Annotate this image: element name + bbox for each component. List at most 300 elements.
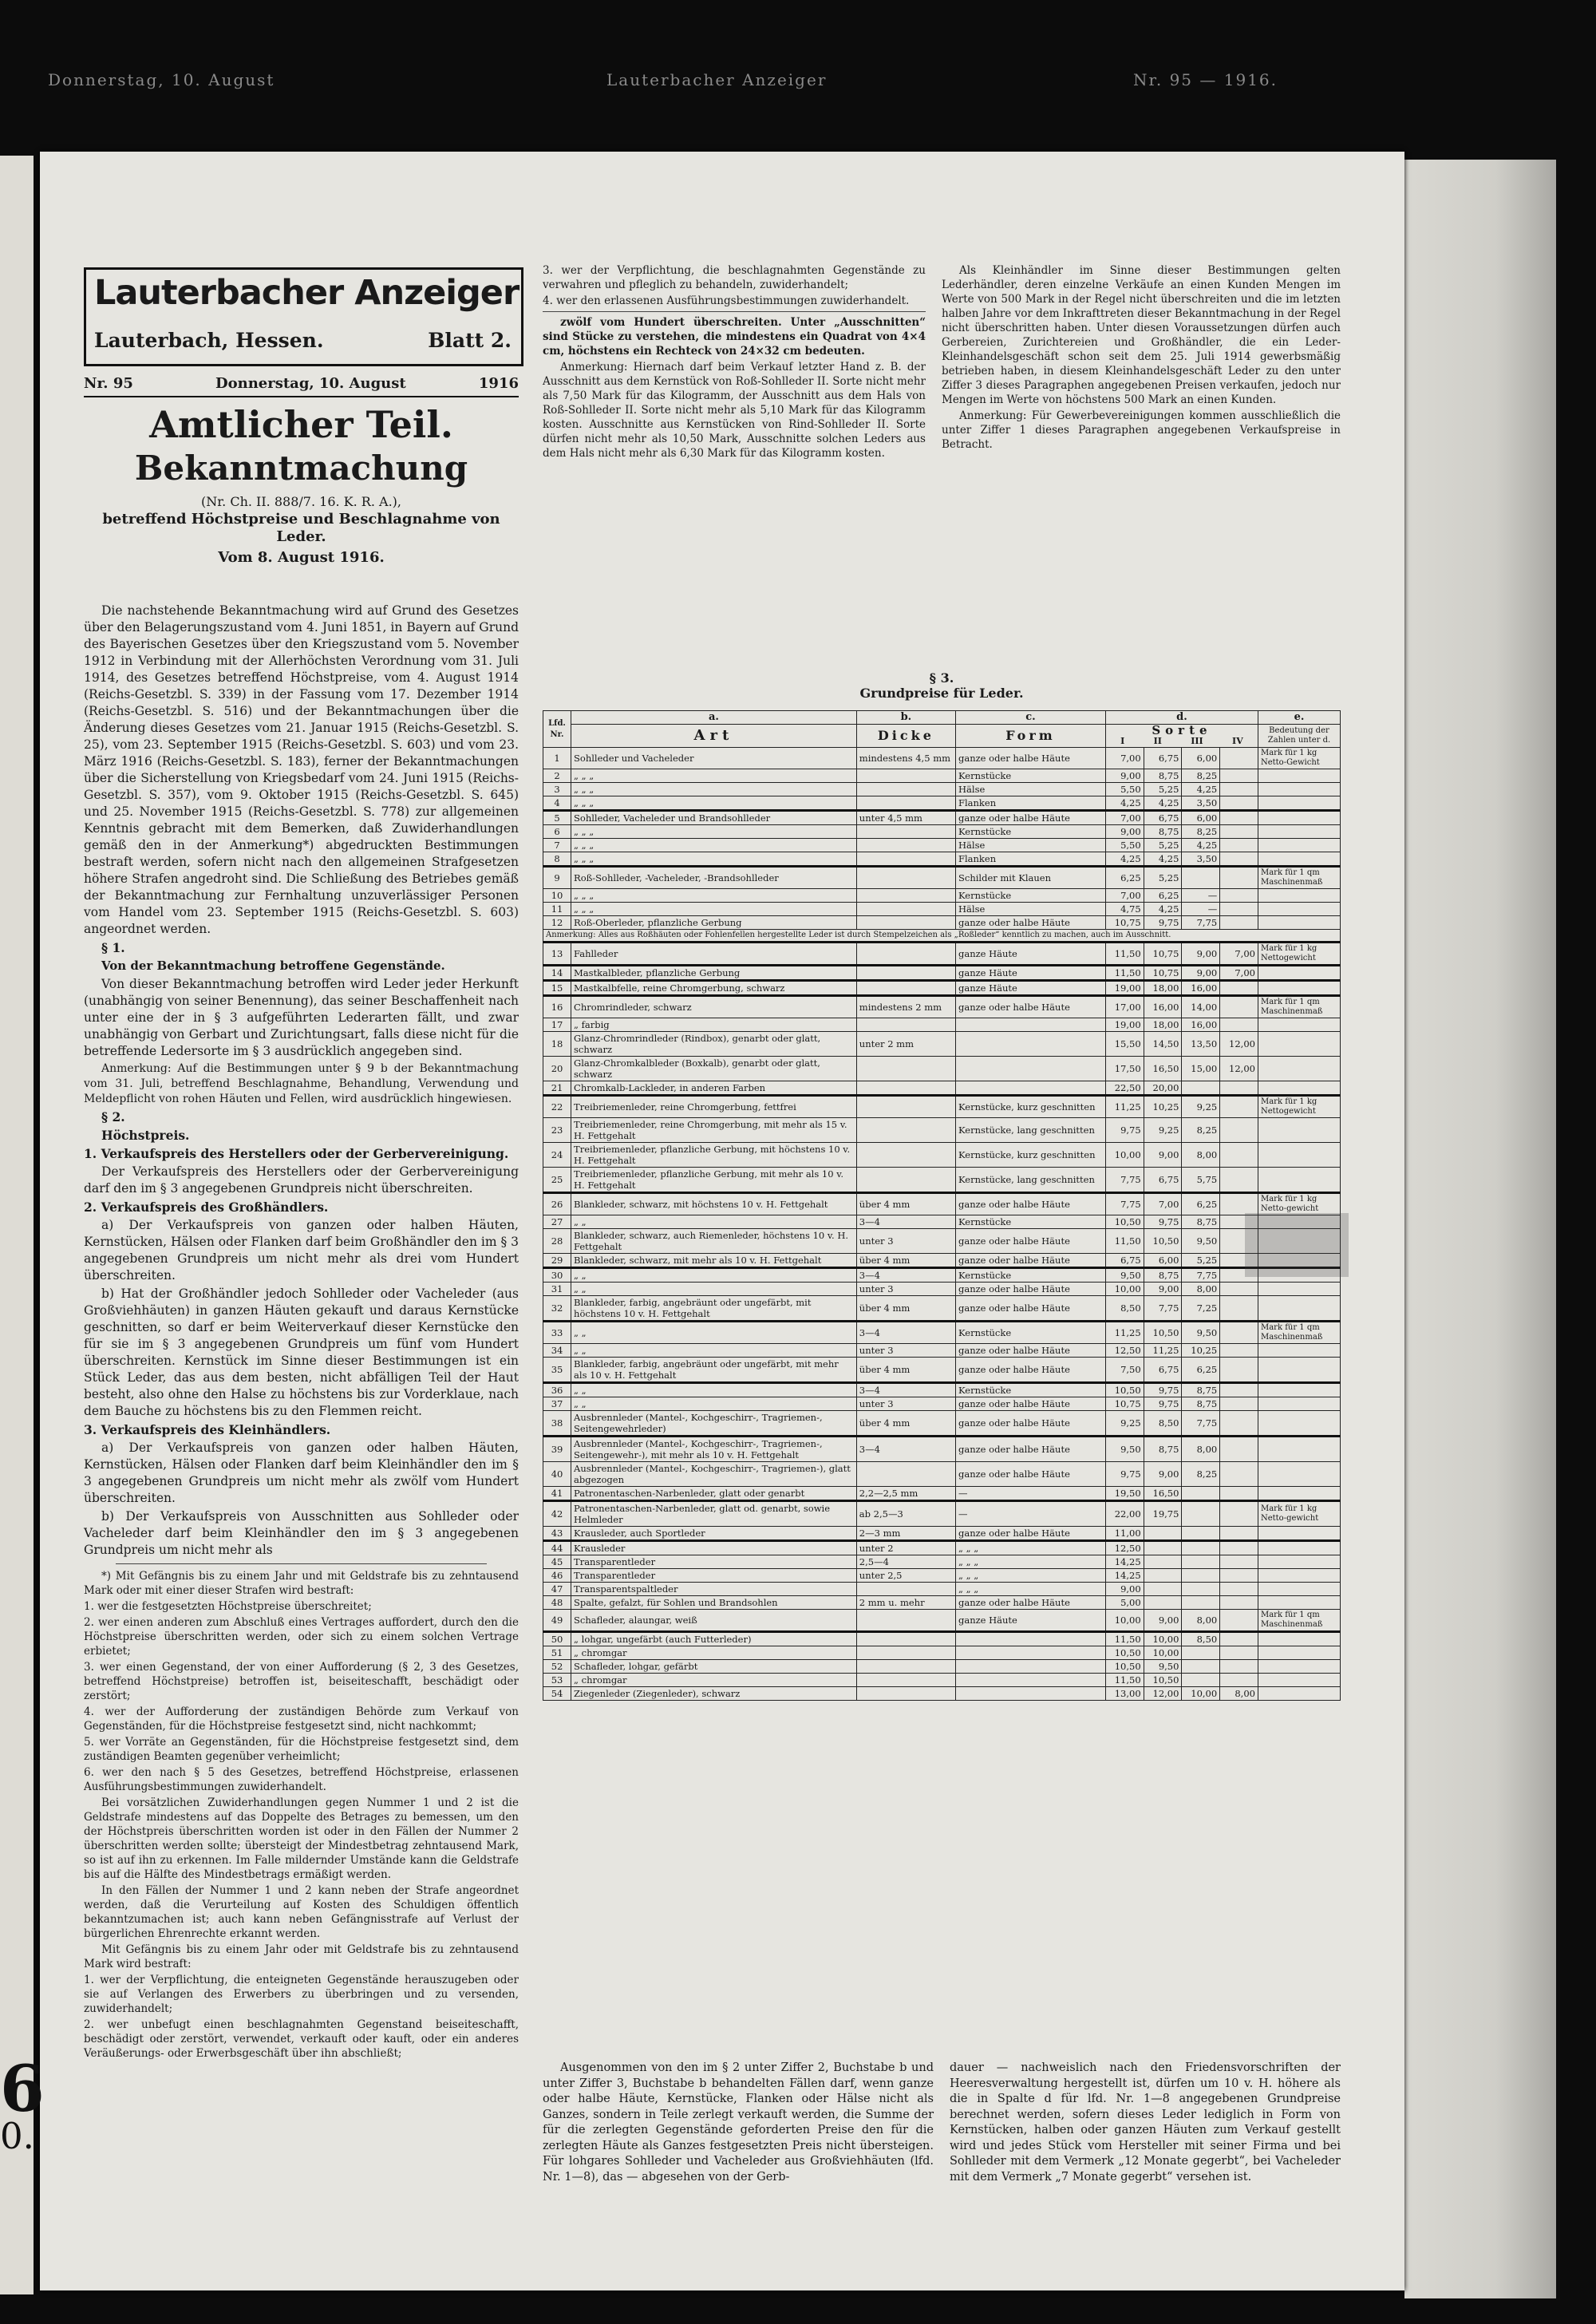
row-meaning: Mark für 1 kg Netto-Gewicht [1258,748,1340,769]
row-art: Treibriemenleder, reine Chromgerbung, fettfrei [571,1096,857,1118]
row-form: ganze oder halbe Häute [956,1344,1106,1358]
row-form: Kernstücke [956,889,1106,903]
table-row [543,1583,1341,1596]
row-price: 9,25 [1105,1411,1144,1437]
row-number: 48 [543,1596,571,1610]
row-price: 14,50 [1144,1032,1182,1057]
row-price [1220,1501,1258,1527]
row-price: 5,50 [1105,839,1144,852]
row-art: Ausbrennleder (Mantel-, Kochgeschirr-, Tragriemen-), glatt abgezogen [571,1462,857,1487]
row-price: 6,75 [1144,811,1182,825]
row-dicke [856,1660,955,1674]
row-meaning [1258,796,1340,811]
row-price: 16,00 [1182,981,1220,996]
row-price: 6,00 [1182,748,1220,769]
row-dicke: unter 3 [856,1283,955,1296]
row-number: 40 [543,1462,571,1487]
row-meaning [1258,1344,1340,1358]
row-art: Transparentleder [571,1569,857,1583]
col-dicke-header: Dicke [856,725,955,748]
section-1-heading: Von der Bekanntmachung betroffene Gegenstände. [101,958,445,973]
row-dicke [856,839,955,852]
issue-date: Donnerstag, 10. August [215,375,406,392]
row-price: 14,25 [1105,1569,1144,1583]
row-price [1220,1462,1258,1487]
col-letter-e: e. [1258,711,1340,725]
table-row [543,1358,1341,1383]
footnote [84,1569,519,2061]
row-price: 9,75 [1144,1397,1182,1411]
row-art: „ „ „ [571,852,857,867]
col-form-header: Form [956,725,1106,748]
table-row [543,748,1341,769]
row-price: 7,75 [1144,1296,1182,1322]
table-row [543,966,1341,981]
row-meaning [1258,769,1340,783]
newspaper-page [40,152,1404,2290]
row-art: Krausleder, auch Sportleder [571,1527,857,1541]
row-dicke [856,1632,955,1646]
row-form [956,1632,1106,1646]
row-form: ganze oder halbe Häute [956,1193,1106,1215]
table-row [543,1032,1341,1057]
row-form [956,1687,1106,1701]
sorte-label: Sorte [1152,723,1212,737]
row-dicke: unter 3 [856,1229,955,1254]
row-price [1220,839,1258,852]
row-dicke [856,796,955,811]
masthead-sheet: Blatt 2. [428,329,512,352]
table-row [543,1057,1341,1081]
row-meaning [1258,1296,1340,1322]
row-art: Glanz-Chromkalbleder (Boxkalb), genarbt oder glatt, schwarz [571,1057,857,1081]
row-price [1182,1487,1220,1501]
bottom-middle-text [543,2061,934,2187]
table-row [543,1018,1341,1032]
row-art: „ „ „ [571,825,857,839]
row-number: 53 [543,1674,571,1687]
row-art: Mastkalbleder, pflanzliche Gerbung [571,966,857,981]
row-price [1220,1081,1258,1096]
row-number: 7 [543,839,571,852]
row-dicke [856,1583,955,1596]
issue-number: Nr. 95 [84,375,133,392]
table-title: Grundpreise für Leder. [859,686,1024,701]
row-price: 7,00 [1220,943,1258,966]
table-row [543,1411,1341,1437]
table-note: Anmerkung: Alles aus Roßhäuten oder Fohlenfellen hergestellte Leder ist durch Stempelzeichen als „Roßleder“ kenntlich zu machen, auch im Ausschnitt. [543,930,1341,943]
row-number: 6 [543,825,571,839]
row-art: Schafleder, lohgar, gefärbt [571,1660,857,1674]
row-number: 3 [543,783,571,796]
table-row [543,783,1341,796]
row-price [1182,1527,1220,1541]
running-header-center: Lauterbacher Anzeiger [606,70,828,89]
row-price [1220,889,1258,903]
row-art: Spalte, gefalzt, für Sohlen und Brandsohlen [571,1596,857,1610]
row-price: 5,50 [1105,783,1144,796]
row-price [1220,1646,1258,1660]
row-form [956,1660,1106,1674]
row-price: 9,00 [1182,943,1220,966]
row-meaning: Mark für 1 kg Netto-gewicht [1258,1193,1340,1215]
row-price [1220,1596,1258,1610]
row-form: Kernstücke [956,769,1106,783]
row-dicke [856,1646,955,1660]
row-price [1182,1541,1220,1555]
bottom-right-text [950,2061,1341,2187]
table-row [543,1437,1341,1462]
row-meaning [1258,1032,1340,1057]
row-price: 6,25 [1105,867,1144,889]
row-form: Kernstücke, lang geschnitten [956,1168,1106,1193]
row-form: ganze Häute [956,981,1106,996]
row-number: 44 [543,1541,571,1555]
row-price: 7,00 [1220,966,1258,981]
row-price: 12,50 [1105,1344,1144,1358]
row-price: 4,25 [1182,839,1220,852]
row-price [1220,1397,1258,1411]
row-price: 6,75 [1144,1358,1182,1383]
footnote-item: 3. wer der Verpflichtung, die beschlagnahmten Gegenstände zu verwahren und pfleglich zu behandeln, zuwiderhandelt; [543,264,926,291]
row-form: „ „ „ [956,1569,1106,1583]
col-letter-b: b. [856,711,955,725]
row-form: Kernstücke [956,1268,1106,1283]
row-form: ganze oder halbe Häute [956,811,1106,825]
row-price: 10,00 [1105,1143,1144,1168]
table-row [543,1229,1341,1254]
row-price: 8,25 [1182,1462,1220,1487]
row-price: 10,50 [1144,1322,1182,1344]
row-price [1220,1344,1258,1358]
masthead-place: Lauterbach, Hessen. [94,329,324,352]
row-price: 3,50 [1182,796,1220,811]
row-price: 5,25 [1144,783,1182,796]
row-price: 19,75 [1144,1501,1182,1527]
row-price: 18,00 [1144,1018,1182,1032]
table-row [543,996,1341,1018]
row-price [1144,1555,1182,1569]
row-form: „ „ „ [956,1583,1106,1596]
row-price [1220,1569,1258,1583]
row-art: Roß-Oberleder, pflanzliche Gerbung [571,916,857,930]
row-number: 24 [543,1143,571,1168]
row-dicke [856,825,955,839]
row-meaning [1258,1081,1340,1096]
row-dicke: mindestens 4,5 mm [856,748,955,769]
row-dicke [856,1168,955,1193]
row-art: „ „ [571,1283,857,1296]
announcement-subtitle [84,493,519,567]
row-price: 9,25 [1182,1096,1220,1118]
row-number: 5 [543,811,571,825]
row-price [1182,867,1220,889]
row-price: 8,75 [1182,1383,1220,1397]
row-dicke: über 4 mm [856,1411,955,1437]
row-meaning [1258,783,1340,796]
table-row [543,889,1341,903]
row-price: 7,00 [1105,748,1144,769]
row-price [1182,1569,1220,1583]
row-price: 8,50 [1105,1296,1144,1322]
row-price: 3,50 [1182,852,1220,867]
table-row [543,1674,1341,1687]
row-price: — [1182,889,1220,903]
row-price: 9,00 [1144,1610,1182,1632]
row-meaning [1258,1437,1340,1462]
sorte-grade: I [1120,736,1125,746]
row-dicke: 2 mm u. mehr [856,1596,955,1610]
table-row [543,1283,1341,1296]
right-page-stack [1404,160,1556,2298]
row-price: 9,75 [1144,1383,1182,1397]
row-price: 10,25 [1182,1344,1220,1358]
row-form: ganze Häute [956,1610,1106,1632]
table-row [543,1632,1341,1646]
footnote-paragraph: Bei vorsätzlichen Zuwiderhandlungen gegen Nummer 1 und 2 ist die Geldstrafe mindestens auf das Doppelte des Betrages zu bemessen, um den der Höchstpreis überschritten worden ist oder in den Fällen der Nummer 2 überschritten werden sollte; übersteigt der Mindestbetrag zehntausend Mark, so ist auf ihn zu erkennen. Im Falle mildernder Umstände kann die Geldstrafe bis auf die Hälfte des Mindestbetrags ermäßigt werden. [84,1796,519,1881]
s2-point-3b: b) Der Verkaufspreis von Ausschnitten aus Sohlleder oder Vacheleder darf beim Kleinhändler den im § 3 angegebenen Grundpreis um nicht mehr als [84,1509,519,1557]
row-form: Kernstücke, lang geschnitten [956,1118,1106,1143]
row-dicke [856,903,955,916]
row-price: 8,00 [1220,1687,1258,1701]
row-price: 19,50 [1105,1487,1144,1501]
row-price: 5,00 [1105,1596,1144,1610]
row-art: Sohlleder und Vacheleder [571,748,857,769]
row-meaning [1258,825,1340,839]
row-art: „ „ „ [571,769,857,783]
row-price [1220,903,1258,916]
bottom-middle-paragraph: Ausgenommen von den im § 2 unter Ziffer 2, Buchstabe b und unter Ziffer 3, Buchstabe b behandelten Fällen darf, wenn ganze oder halbe Häute, Kernstücke, Flanken oder Hälse nicht als Ganzes, sondern in Teile zerlegt verkauft werden, die Summe der für die zerlegten Gegenstände geforderten Preise den für die zerlegten Häute als Ganzes festgesetzten Preis nicht übersteigen. Für lohgares Sohlleder und Vacheleder aus Großviehhäuten (lfd. Nr. 1—8), das — abgesehen von der Gerb- [543,2061,934,2184]
row-number: 18 [543,1032,571,1057]
row-dicke [856,783,955,796]
row-price [1220,1143,1258,1168]
row-price [1220,1610,1258,1632]
row-price [1220,1437,1258,1462]
table-row [543,825,1341,839]
row-price: 7,75 [1182,916,1220,930]
row-price [1144,1541,1182,1555]
row-meaning [1258,1674,1340,1687]
col-meaning-header: Bedeutung der Zahlen unter d. [1258,725,1340,748]
footnote-intro: *) Mit Gefängnis bis zu einem Jahr und mit Geldstrafe bis zu zehntausend Mark oder mit einer dieser Strafen wird bestraft: [84,1570,519,1597]
row-price: 4,25 [1144,903,1182,916]
col-sorte-header [1105,725,1258,748]
section-1-number: § 1. [101,940,125,955]
row-number: 8 [543,852,571,867]
row-price [1220,1296,1258,1322]
row-price: 14,00 [1182,996,1220,1018]
row-art: Chromkalb-Lackleder, in anderen Farben [571,1081,857,1096]
row-meaning [1258,903,1340,916]
margin-digit: 6 [0,2051,45,2126]
row-price: 8,00 [1182,1437,1220,1462]
row-number: 36 [543,1383,571,1397]
row-form: ganze oder halbe Häute [956,1397,1106,1411]
right-top-column [942,263,1341,453]
row-price [1220,1632,1258,1646]
row-form [956,1018,1106,1032]
row-art: „ „ „ [571,796,857,811]
row-price [1182,1674,1220,1687]
bottom-right-paragraph: dauer — nachweislich nach den Friedensvorschriften der Heeresverwaltung hergestellt ist, dürfen um 10 v. H. höhere als die in Spalte d für lfd. Nr. 1—8 angegebenen Grundpreise berechnet werden, sofern dieses Leder lediglich in Form von Kernstücken, halben oder ganzen Häuten zum Verkauf gestellt wird und jedes Stück vom Hersteller mit seiner Firma und bei Sohlleder mit dem Vermerk „12 Monate gegerbt“, bei Vacheleder mit dem Vermerk „7 Monate gegerbt“ versehen ist. [950,2061,1341,2184]
row-price: 10,50 [1105,1660,1144,1674]
table-row [543,1118,1341,1143]
row-price: 4,25 [1182,783,1220,796]
announcement-ref: (Nr. Ch. II. 888/7. 16. K. R. A.), [201,494,401,509]
row-price: 19,00 [1105,981,1144,996]
row-price: 9,50 [1182,1229,1220,1254]
row-price: 9,25 [1144,1118,1182,1143]
row-price [1220,1411,1258,1437]
section-1-text: Von dieser Bekanntmachung betroffen wird Leder jeder Herkunft (unabhängig von seiner Benennung), das seiner Beschaffenheit nach unter eine der in § 3 aufgeführten Lederarten fällt, und zwar unabhängig von Gerbart und Zurichtungsart, falls diese nicht für die betreffende Ledersorte im § 3 ausdrücklich angegeben sind. [84,977,519,1058]
table-row [543,1660,1341,1674]
row-price [1144,1527,1182,1541]
row-price: 9,50 [1144,1660,1182,1674]
issue-year: 1916 [478,375,519,392]
left-column [84,603,519,2062]
row-art: Transparentspaltleder [571,1583,857,1596]
row-art: Chromrindleder, schwarz [571,996,857,1018]
footnote-rule [116,1563,487,1564]
row-number: 30 [543,1268,571,1283]
row-price: 13,50 [1182,1032,1220,1057]
row-price: 11,50 [1105,1632,1144,1646]
row-price: 17,00 [1105,996,1144,1018]
row-meaning [1258,1383,1340,1397]
row-price: 7,00 [1105,889,1144,903]
row-art: Sohlleder, Vacheleder und Brandsohlleder [571,811,857,825]
row-meaning [1258,1687,1340,1701]
row-price [1220,1674,1258,1687]
table-row [543,1501,1341,1527]
row-dicke: über 4 mm [856,1358,955,1383]
table-row [543,1168,1341,1193]
row-dicke: 2—3 mm [856,1527,955,1541]
row-price: 8,50 [1144,1411,1182,1437]
row-form: ganze oder halbe Häute [956,1437,1106,1462]
row-price: 9,00 [1105,1583,1144,1596]
row-price: 10,00 [1144,1646,1182,1660]
row-number: 34 [543,1344,571,1358]
row-price: 4,25 [1144,796,1182,811]
row-number: 26 [543,1193,571,1215]
row-price [1220,1527,1258,1541]
footnote-item: 5. wer Vorräte an Gegenständen, für die Höchstpreise festgesetzt sind, dem zuständigen Beamten gegenüber verheimlicht; [84,1736,519,1763]
table-row [543,1569,1341,1583]
row-price: 5,25 [1182,1254,1220,1268]
row-number: 22 [543,1096,571,1118]
row-price: 22,00 [1105,1501,1144,1527]
row-form: Hälse [956,903,1106,916]
sorte-grade: II [1153,736,1162,746]
table-row [543,1487,1341,1501]
excerpt-note: Anmerkung: Hiernach darf beim Verkauf letzter Hand z. B. der Ausschnitt aus dem Kernstück von Roß-Sohlleder II. Sorte nicht mehr als 7,50 Mark für das Kilogramm, der Ausschnitt aus dem Hals von Roß-Sohlleder II. Sorte nicht mehr als 5,10 Mark für das Kilogramm kosten. Ausschnitte aus Kernstücken von Rind-Sohlleder II. Sorte dürfen nicht mehr als 10,50 Mark, Ausschnitte solchen Leders aus dem Hals nicht mehr als 6,30 Mark für das Kilogramm kosten. [543,361,926,460]
row-meaning [1258,1057,1340,1081]
row-price: 4,25 [1144,852,1182,867]
table-row [543,1610,1341,1632]
row-price: 11,50 [1105,943,1144,966]
row-price: 17,50 [1105,1057,1144,1081]
row-price: 9,75 [1105,1462,1144,1487]
row-price: 11,00 [1105,1527,1144,1541]
row-price [1220,1583,1258,1596]
row-price: 9,75 [1144,916,1182,930]
price-table [543,710,1341,1701]
col-art-header: Art [571,725,857,748]
s2-point-2: 2. Verkaufspreis des Großhändlers. [84,1200,329,1215]
margin-digit: 0. [0,2115,34,2157]
row-price [1182,1583,1220,1596]
row-art: „ „ „ [571,783,857,796]
row-price: 5,25 [1144,867,1182,889]
row-art: Treibriemenleder, reine Chromgerbung, mit mehr als 15 v. H. Fettgehalt [571,1118,857,1143]
row-art: Roß-Sohlleder, -Vacheleder, -Brandsohlleder [571,867,857,889]
row-art: „ „ [571,1383,857,1397]
table-row [543,1555,1341,1569]
row-form: ganze oder halbe Häute [956,1596,1106,1610]
row-art: Blankleder, schwarz, mit höchstens 10 v. H. Fettgehalt [571,1193,857,1215]
running-header-left: Donnerstag, 10. August [48,70,275,89]
row-meaning [1258,1487,1340,1501]
row-price: 6,75 [1144,1168,1182,1193]
row-number: 37 [543,1397,571,1411]
row-price [1220,1358,1258,1383]
row-price: 9,00 [1144,1283,1182,1296]
row-number: 13 [543,943,571,966]
row-price [1182,1596,1220,1610]
table-row [543,1215,1341,1229]
row-art: Ausbrennleder (Mantel-, Kochgeschirr-, Tragriemen-, Seitengewehrleder) [571,1411,857,1437]
row-form [956,1646,1106,1660]
row-number: 39 [543,1437,571,1462]
row-meaning [1258,1646,1340,1660]
row-price: 7,75 [1105,1193,1144,1215]
table-row [543,1143,1341,1168]
row-price: 11,25 [1105,1322,1144,1344]
row-price: 8,75 [1182,1397,1220,1411]
row-form: ganze oder halbe Häute [956,1527,1106,1541]
row-price: 7,00 [1105,811,1144,825]
running-header-right: Nr. 95 — 1916. [1133,70,1278,89]
row-meaning [1258,852,1340,867]
row-art: „ „ [571,1344,857,1358]
announcement-date: Vom 8. August 1916. [218,549,385,566]
row-form: ganze oder halbe Häute [956,1462,1106,1487]
row-dicke: 3—4 [856,1215,955,1229]
table-row [543,1296,1341,1322]
sorte-grade: III [1191,736,1203,746]
footnote-item: 4. wer der Aufforderung der zuständigen Behörde zum Verkauf von Gegenständen, für die Höchstpreise festgesetzt sind, nicht nachkommt; [84,1705,519,1733]
row-art: „ „ [571,1215,857,1229]
row-number: 32 [543,1296,571,1322]
row-art: Treibriemenleder, pflanzliche Gerbung, mit höchstens 10 v. H. Fettgehalt [571,1143,857,1168]
s2-point-2a: a) Der Verkaufspreis von ganzen oder halben Häuten, Kernstücken, Hälsen oder Flanken darf beim Großhändler den im § 3 angegebenen Grundpreis um nicht mehr als drei vom Hundert überschreiten. [84,1218,519,1283]
row-price: 4,25 [1105,852,1144,867]
row-price: 15,00 [1182,1057,1220,1081]
row-meaning [1258,1596,1340,1610]
row-price: 7,00 [1144,1193,1182,1215]
row-number: 9 [543,867,571,889]
row-form: Kernstücke [956,1215,1106,1229]
row-number: 43 [543,1527,571,1541]
row-dicke [856,1143,955,1168]
row-price: — [1182,903,1220,916]
s2-point-1-text: Der Verkaufspreis des Herstellers oder der Gerbervereinigung darf den im § 3 angegebenen Grundpreis nicht überschreiten. [84,1164,519,1196]
row-price: 10,00 [1144,1632,1182,1646]
footnote-item: 2. wer einen anderen zum Abschluß eines Vertrages auffordert, durch den die Höchstpreise überschritten werden, oder sich zu einem solchen Vertrage erbietet; [84,1616,519,1658]
table-row [543,867,1341,889]
row-meaning [1258,1632,1340,1646]
